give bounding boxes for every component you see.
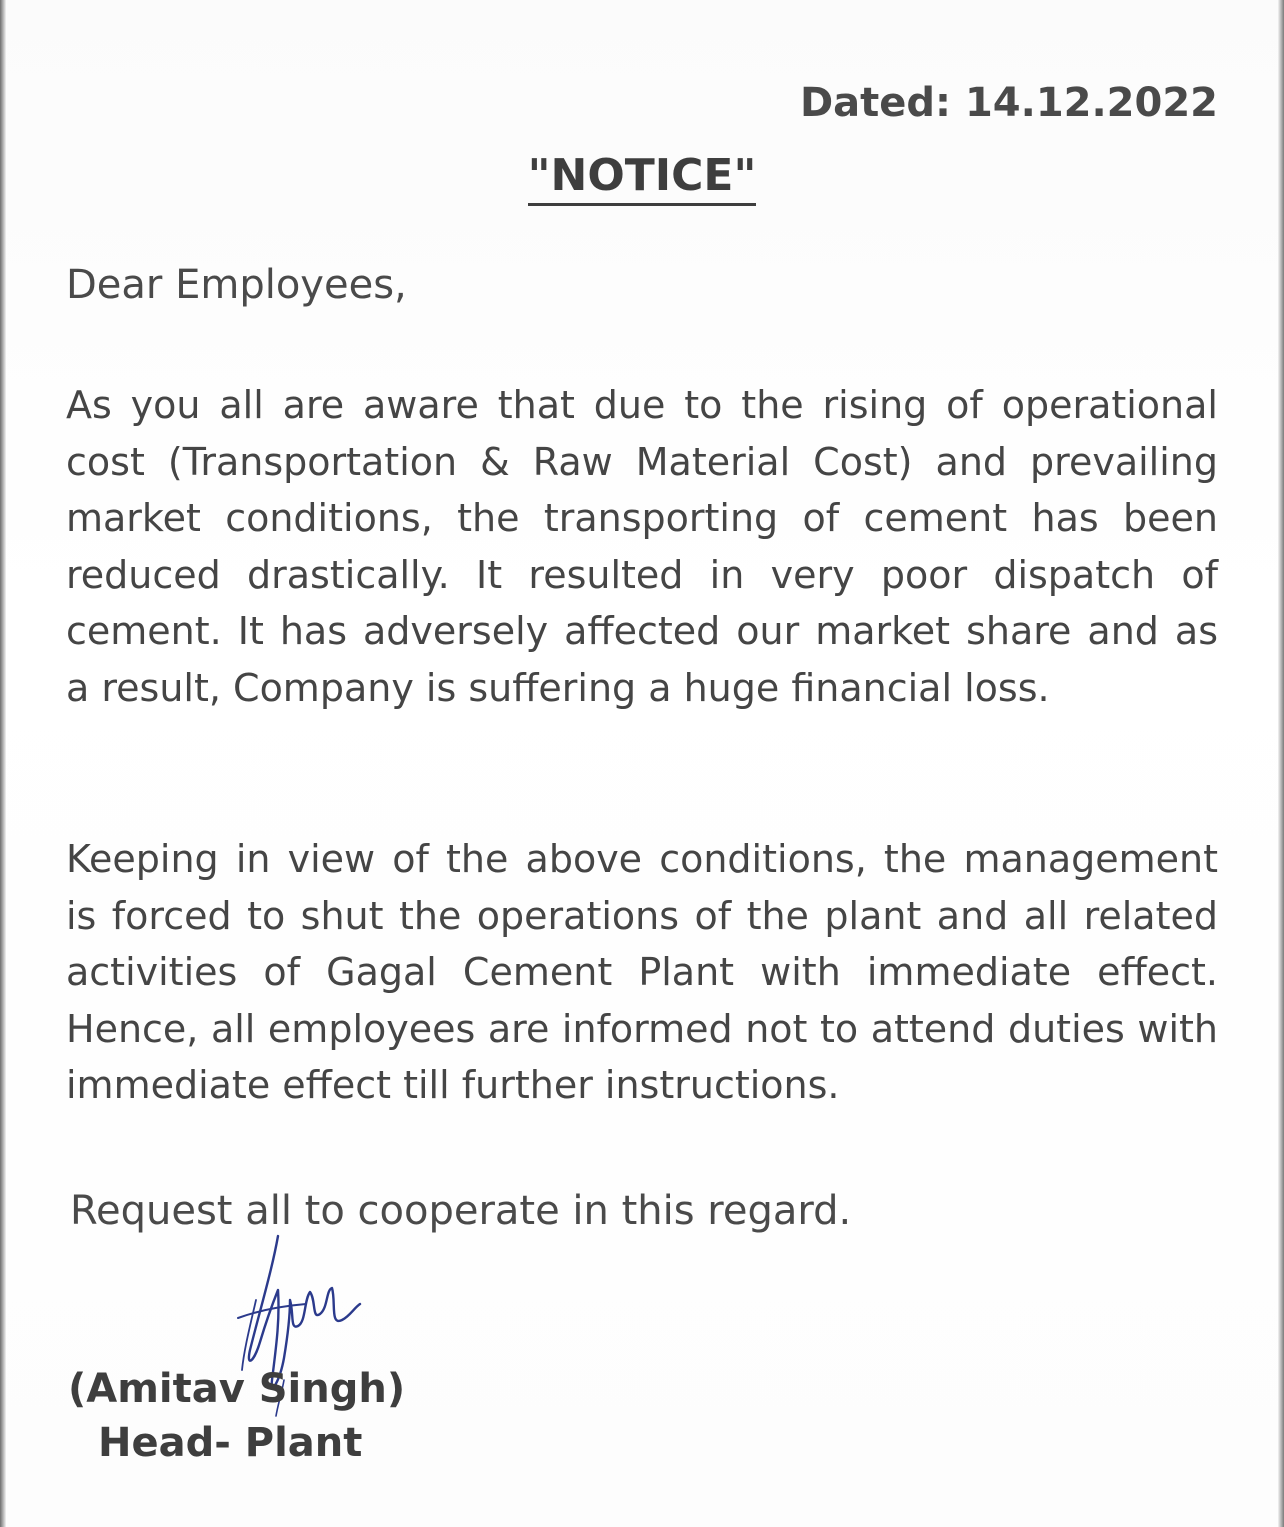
request-line: Request all to cooperate in this regard. [70, 1188, 852, 1234]
notice-title [0, 150, 1284, 201]
body-paragraph-1: As you all are aware that due to the rising of operational cost (Transportation & Raw Material Cost) and prevailing market conditions, the transporting of cement has been reduced drastically. It resulted in very poor dispatch of cement. It has adversely affected our market share and as a result, Company is suffering a huge financial loss. [66, 383, 1218, 710]
signatory-name: (Amitav Singh) [68, 1366, 406, 1412]
signatory-title: Head- Plant [98, 1420, 363, 1466]
salutation: Dear Employees, [66, 262, 407, 308]
notice-date: Dated: 14.12.2022 [799, 80, 1218, 126]
page-right-edge [1278, 0, 1284, 1527]
page-left-edge [0, 0, 6, 1527]
body-paragraph-2: Keeping in view of the above conditions, the management is forced to shut the operations of the plant and all related activities of Gagal Cement Plant with immediate effect. Hence, all employees are informed not to attend duties with immediate effect till further instructions. [66, 837, 1218, 1107]
notice-title-text: "NOTICE" [528, 150, 757, 206]
